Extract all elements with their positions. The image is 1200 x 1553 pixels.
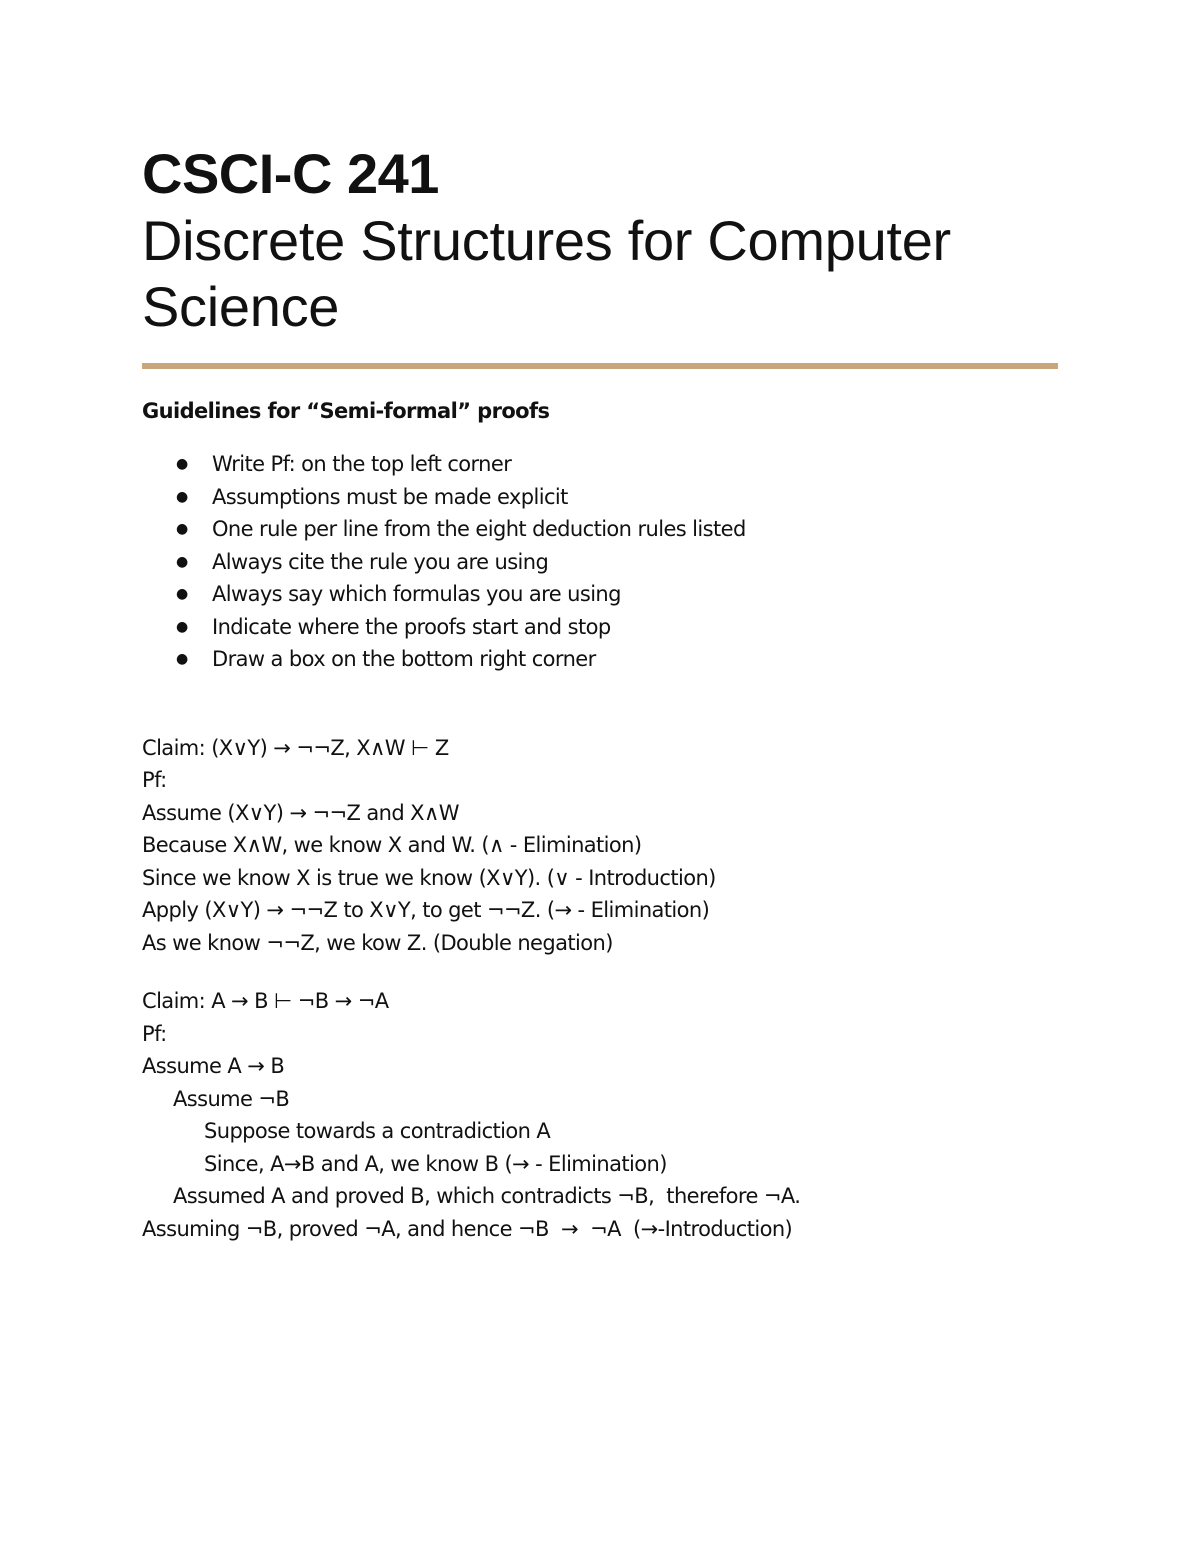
proof-claim: Claim: (X∨Y) → ¬¬Z, X∧W ⊢ Z xyxy=(142,735,449,760)
course-name-line-1: Discrete Structures for Computer xyxy=(142,209,951,272)
proof-line: Assume A → B xyxy=(142,1054,285,1078)
proof-line-nested: Assume ¬B xyxy=(173,1086,290,1111)
proof-line-nested: Suppose towards a contradiction A xyxy=(204,1119,551,1143)
bullet-icon: ● xyxy=(176,618,188,635)
guideline-item: ● Draw a box on the bottom right corner xyxy=(142,643,1060,676)
proof-line: Assuming ¬B, proved ¬A, and hence ¬B → ¬A (→-Introduction) xyxy=(142,1216,793,1241)
guideline-item: ● Indicate where the proofs start and stop xyxy=(142,611,1060,644)
bullet-icon: ● xyxy=(176,586,188,602)
title-divider xyxy=(142,363,1058,369)
proof-line-nested: Since, A→B and A, we know B (→ - Elimination) xyxy=(204,1151,667,1176)
guideline-item: ● Assumptions must be made explicit xyxy=(142,481,1060,514)
course-name-title xyxy=(142,208,1060,340)
guidelines-heading: Guidelines for “Semi-formal” proofs xyxy=(142,399,550,423)
guideline-item: ● Always cite the rule you are using xyxy=(142,546,1060,579)
guideline-item: ● Always say which formulas you are using xyxy=(142,578,1060,611)
proof-claim: Claim: A → B ⊢ ¬B → ¬A xyxy=(142,989,389,1013)
bullet-icon: ● xyxy=(176,553,188,570)
bullet-icon: ● xyxy=(176,521,188,537)
guidelines-list xyxy=(142,448,1060,676)
guideline-item: ● Write Pf: on the top left corner xyxy=(142,448,1060,481)
proof-start-label: Pf: xyxy=(142,1021,167,1046)
guideline-item: ● One rule per line from the eight deduction rules listed xyxy=(142,513,1060,546)
proof-line: As we know ¬¬Z, we kow Z. (Double negation) xyxy=(142,930,613,955)
bullet-icon: ● xyxy=(176,651,188,667)
proof-block-2 xyxy=(142,985,1060,1245)
bullet-icon: ● xyxy=(176,488,188,505)
proof-block-1 xyxy=(142,732,1060,960)
bullet-icon: ● xyxy=(176,456,188,472)
course-code-title: CSCI-C 241 xyxy=(142,142,439,205)
proof-line: Since we know X is true we know (X∨Y). (∨ - Introduction) xyxy=(142,865,716,890)
proof-line: Apply (X∨Y) → ¬¬Z to X∨Y, to get ¬¬Z. (→ - Elimination) xyxy=(142,898,710,922)
proof-line: Assume (X∨Y) → ¬¬Z and X∧W xyxy=(142,800,459,825)
document-page xyxy=(142,140,1060,1245)
proof-line-nested: Assumed A and proved B, which contradicts ¬B, therefore ¬A. xyxy=(173,1184,801,1208)
proof-start-label: Pf: xyxy=(142,768,167,792)
proof-line: Because X∧W, we know X and W. (∧ - Elimination) xyxy=(142,833,642,857)
course-name-line-2: Science xyxy=(142,275,340,338)
